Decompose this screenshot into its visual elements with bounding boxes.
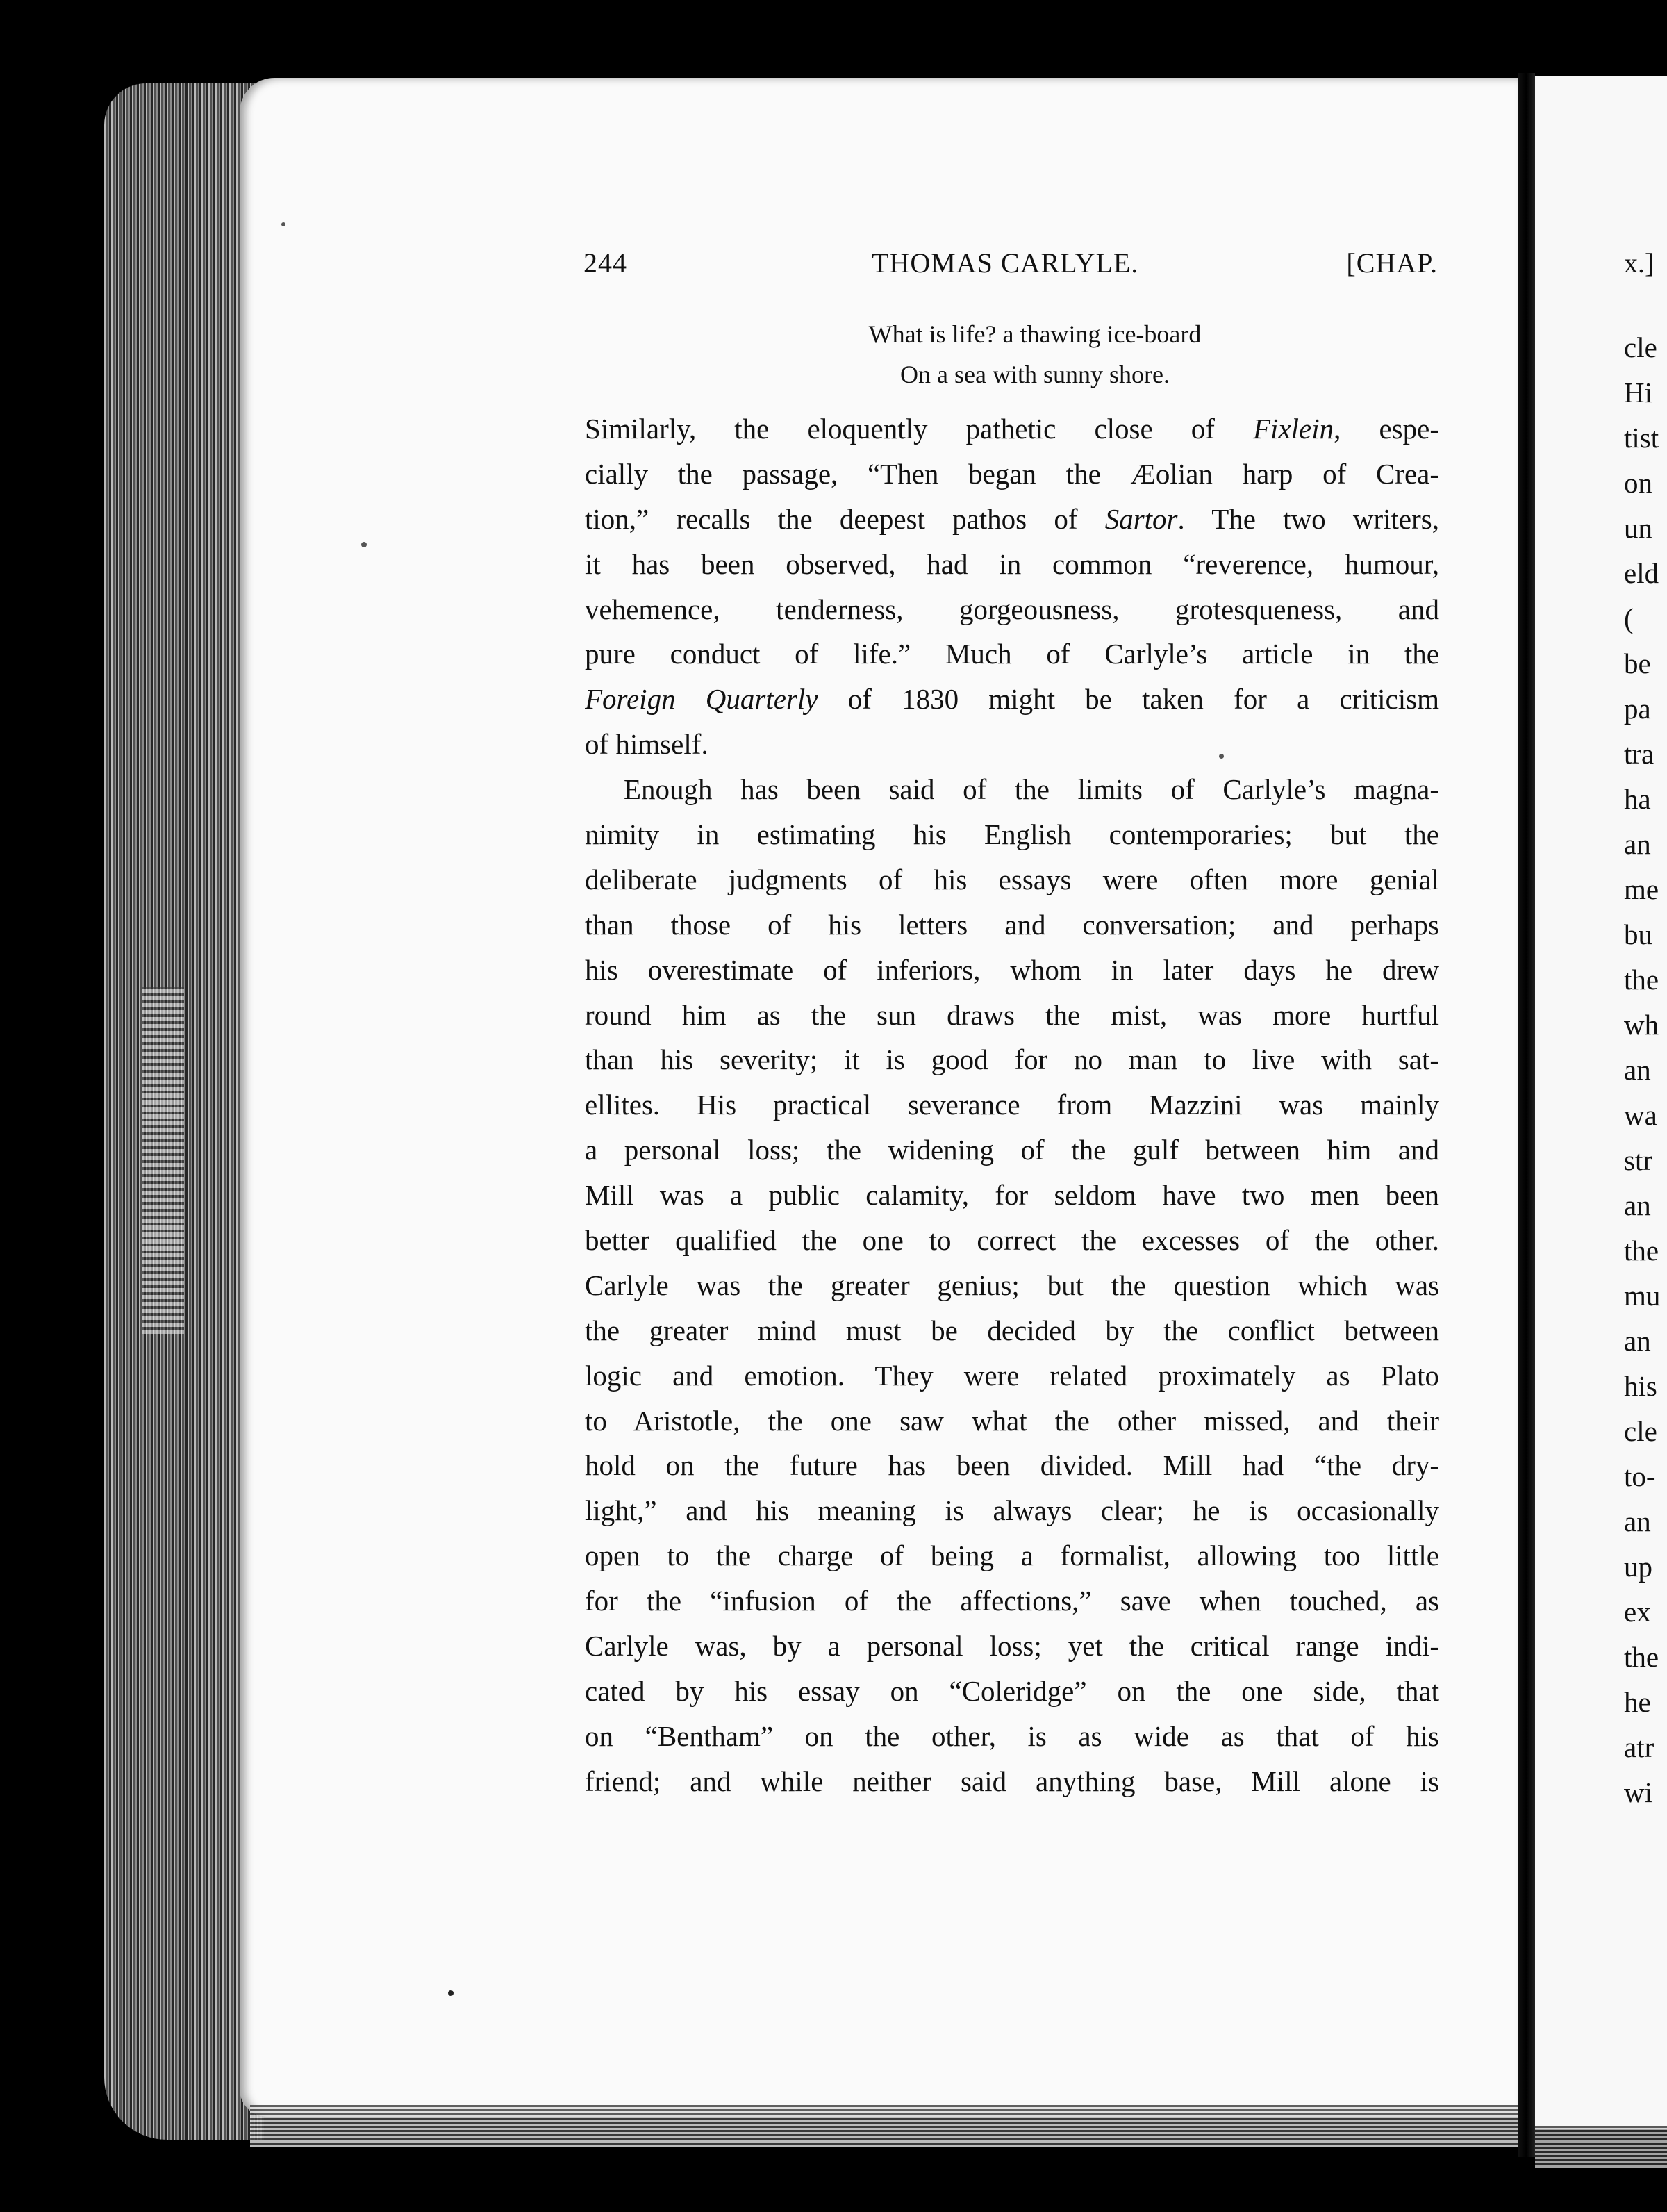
text-fragment: cle <box>1624 331 1657 363</box>
right-page-text-fragments <box>1624 325 1667 1815</box>
spine-lettering <box>142 987 184 1334</box>
text-line: logic and emotion. They were related proximately as Plato <box>585 1359 1439 1392</box>
text-fragment: atr <box>1624 1731 1654 1763</box>
text-line: Enough has been said of the limits of Carlyle’s magna- <box>624 773 1439 806</box>
text-line: a personal loss; the widening of the gulf between him and <box>585 1134 1439 1166</box>
dust-speck <box>361 542 367 547</box>
text-line: Carlyle was, by a personal loss; yet the critical range indi- <box>585 1630 1439 1662</box>
text-line: to Aristotle, the one saw what the other missed, and their <box>585 1404 1439 1437</box>
text-fragment: he <box>1624 1686 1651 1718</box>
text-fragment: his <box>1624 1370 1657 1402</box>
text-fragment: cle <box>1624 1415 1657 1447</box>
text-fragment: wh <box>1624 1009 1659 1041</box>
right-page-header: x.] <box>1624 247 1654 279</box>
text-fragment: the <box>1624 964 1659 996</box>
book-gutter <box>1518 73 1535 2157</box>
text-line: it has been observed, had in common “reverence, humour, <box>585 547 1439 580</box>
text-line: cially the passage, “Then began the Æolian harp of Crea- <box>585 457 1439 490</box>
text-line: Mill was a public calamity, for seldom have two men been <box>585 1179 1439 1212</box>
text-line: deliberate judgments of his essays were often more genial <box>585 863 1439 895</box>
text-fragment: bu <box>1624 918 1652 950</box>
text-line: nimity in estimating his English contemporaries; but the <box>585 818 1439 851</box>
text-line: Foreign Quarterly of 1830 might be taken for a criticism <box>585 683 1439 716</box>
verse-line: On a sea with sunny shore. <box>900 361 1170 388</box>
text-line: friend; and while neither said anything base, Mill alone is <box>585 1765 1439 1797</box>
text-line: Similarly, the eloquently pathetic close of Fixlein, espe- <box>585 413 1439 445</box>
running-header <box>583 247 1445 288</box>
text-line: hold on the future has been divided. Mill had “the dry- <box>585 1449 1439 1482</box>
text-line: ellites. His practical severance from Mazzini was mainly <box>585 1089 1439 1121</box>
text-line: of himself. <box>585 728 708 761</box>
text-fragment: on <box>1624 467 1652 499</box>
text-line: the greater mind must be decided by the conflict between <box>585 1314 1439 1346</box>
text-fragment: wi <box>1624 1776 1652 1808</box>
page-number: 244 <box>583 247 627 279</box>
text-line: than his severity; it is good for no man to live with sat- <box>585 1043 1439 1076</box>
text-line: cated by his essay on “Coleridge” on the one side, that <box>585 1674 1439 1707</box>
text-fragment: an <box>1624 1325 1651 1357</box>
running-title: THOMAS CARLYLE. <box>872 247 1139 279</box>
text-fragment: wa <box>1624 1099 1657 1131</box>
text-line: than those of his letters and conversation; and perhaps <box>585 908 1439 941</box>
text-line: open to the charge of being a formalist, allowing too little <box>585 1540 1439 1572</box>
text-fragment: ( <box>1624 602 1634 634</box>
text-fragment: to- <box>1624 1460 1656 1492</box>
text-fragment: Hi <box>1624 377 1652 408</box>
dust-speck <box>281 222 285 226</box>
chapter-mark: [CHAP. <box>1346 247 1438 279</box>
verse-quotation <box>583 314 1445 395</box>
text-line: better qualified the one to correct the excesses of the other. <box>585 1224 1439 1257</box>
text-fragment: mu <box>1624 1280 1661 1312</box>
body-text <box>585 406 1439 1804</box>
text-fragment: the <box>1624 1235 1659 1266</box>
text-fragment: me <box>1624 873 1659 905</box>
text-fragment: the <box>1624 1641 1659 1673</box>
text-fragment: an <box>1624 1505 1651 1537</box>
verse-line: What is life? a thawing ice-board <box>868 320 1202 348</box>
right-page-bottom-edge <box>1535 2126 1667 2168</box>
text-fragment: an <box>1624 828 1651 860</box>
text-line: vehemence, tenderness, gorgeousness, grotesqueness, and <box>585 593 1439 625</box>
text-fragment: an <box>1624 1189 1651 1221</box>
text-line: Carlyle was the greater genius; but the question which was <box>585 1269 1439 1301</box>
text-fragment: ha <box>1624 783 1651 815</box>
text-line: on “Bentham” on the other, is as wide as that of his <box>585 1719 1439 1752</box>
text-line: pure conduct of life.” Much of Carlyle’s article in the <box>585 638 1439 670</box>
text-fragment: ex <box>1624 1596 1651 1628</box>
text-fragment: eld <box>1624 557 1659 589</box>
text-fragment: pa <box>1624 693 1651 725</box>
dust-speck <box>448 1990 454 1996</box>
text-fragment: up <box>1624 1551 1652 1583</box>
text-fragment: an <box>1624 1054 1651 1086</box>
text-fragment: tra <box>1624 738 1654 770</box>
text-line: tion,” recalls the deepest pathos of Sartor. The two writers, <box>585 502 1439 535</box>
text-fragment: str <box>1624 1144 1652 1176</box>
page-bottom-edge <box>250 2105 1521 2147</box>
text-line: round him as the sun draws the mist, was more hurtful <box>585 998 1439 1031</box>
text-line: his overestimate of inferiors, whom in later days he drew <box>585 953 1439 986</box>
text-fragment: tist <box>1624 422 1659 454</box>
text-line: light,” and his meaning is always clear; he is occasionally <box>585 1494 1439 1527</box>
text-fragment: be <box>1624 647 1651 679</box>
text-fragment: un <box>1624 512 1652 544</box>
text-line: for the “infusion of the affections,” save when touched, as <box>585 1585 1439 1617</box>
